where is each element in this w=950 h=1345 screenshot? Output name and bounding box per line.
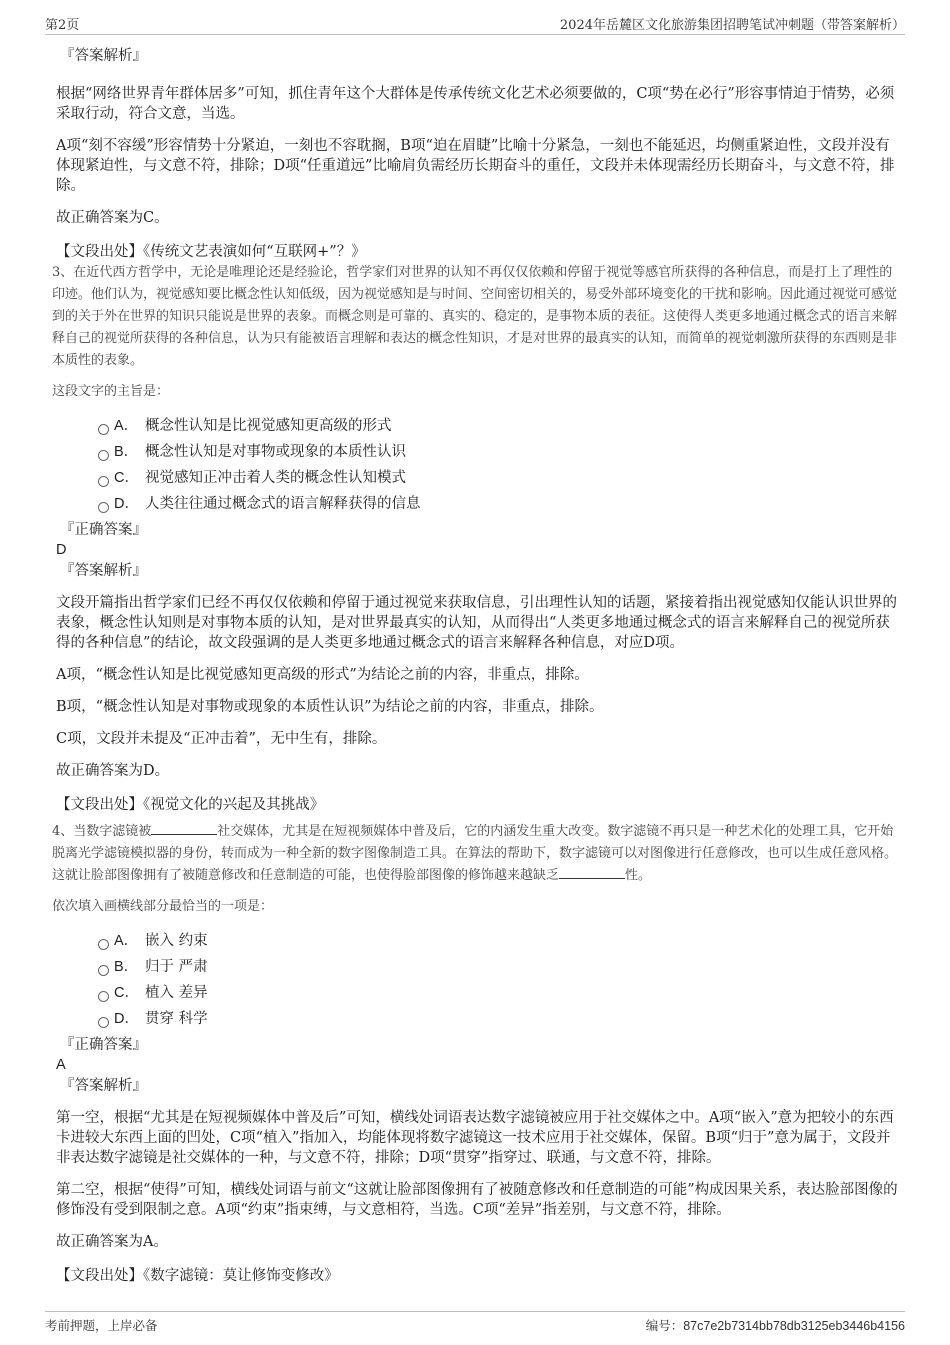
q4-option-b[interactable] xyxy=(56,957,898,983)
q4-options xyxy=(56,931,898,1035)
radio-button[interactable] xyxy=(98,450,109,461)
option-text: 概念性认知是比视觉感知更高级的形式 xyxy=(145,418,392,434)
option-letter: D． xyxy=(114,1011,139,1027)
option-letter: A． xyxy=(114,933,139,949)
document-id-label: 编号： xyxy=(645,1318,684,1333)
document-body xyxy=(52,44,898,1286)
q3-option-c[interactable] xyxy=(56,468,898,494)
q2-source: 【文段出处】《传统文艺表演如何“互联网+”？》 xyxy=(56,244,366,260)
q4-prompt: 依次填入画横线部分最恰当的一项是： xyxy=(52,899,274,914)
q3-source: 【文段出处】《视觉文化的兴起及其挑战》 xyxy=(56,797,325,813)
q3-prompt: 这段文字的主旨是： xyxy=(52,384,170,399)
option-text: 贯穿 科学 xyxy=(145,1011,208,1027)
page-footer xyxy=(45,1311,905,1338)
q3-analysis-p3: B项，“概念性认知是对事物或现象的本质性认识”为结论之前的内容，非重点，排除。 xyxy=(56,699,604,715)
q2-analysis-p1: 根据“网络世界青年群体居多”可知，抓住青年这个大群体是传承传统文化艺术必须要做的，C项“势在必行”形容事情迫于情势，必须采取行动，符合文意，当选。 xyxy=(56,86,895,122)
q4-answer: A xyxy=(56,1057,66,1073)
q4-analysis-p1: 第一空，根据“尤其是在短视频媒体中普及后”可知，横线处词语表达数字滤镜被应用于社交媒体之中。A项“嵌入”意为把较小的东西卡进较大东西上面的凹处，C项“植入”指加入，均能体现将数字滤镜这一技术应用于社交媒体，保留。B项“归于”意为属于，文段并非表达数字滤镜是社交媒体的一种，与文意不符，排除；D项“贯穿”指穿过、联通，与文意不符，排除。 xyxy=(56,1110,894,1166)
q3-answer: D xyxy=(56,542,67,558)
option-letter: C． xyxy=(114,470,139,486)
radio-button[interactable] xyxy=(98,939,109,950)
q3-option-a[interactable] xyxy=(56,416,898,442)
q4-analysis-p3: 故正确答案为A。 xyxy=(56,1234,168,1250)
q4-stem-part1: 4、当数字滤镜被 xyxy=(52,824,152,839)
option-letter: B． xyxy=(114,444,139,460)
q4-analysis-p2: 第二空，根据“使得”可知，横线处词语与前文“这就让脸部图像拥有了被随意修改和任意制造的可能”构成因果关系，表达脸部图像的修饰没有受到限制之意。A项“约束”指束缚，与文意相符，当选。C项“差异”指差别，与文意不符，排除。 xyxy=(56,1182,898,1218)
q4-answer-tag: 『正确答案』 xyxy=(60,1037,147,1053)
radio-button[interactable] xyxy=(98,424,109,435)
option-text: 植入 差异 xyxy=(145,985,208,1001)
option-text: 归于 严肃 xyxy=(145,959,208,975)
q3-analysis-p4: C项，文段并未提及“正冲击着”，无中生有，排除。 xyxy=(56,731,387,747)
option-letter: B． xyxy=(114,959,139,975)
q3-analysis-tag: 『答案解析』 xyxy=(60,563,147,579)
q2-analysis-tag: 『答案解析』 xyxy=(60,48,147,64)
q4-option-a[interactable] xyxy=(56,931,898,957)
q4-source: 【文段出处】《数字滤镜：莫让修饰变修改》 xyxy=(56,1268,339,1284)
option-text: 概念性认知是对事物或现象的本质性认识 xyxy=(145,444,406,460)
q4-stem xyxy=(52,821,898,887)
q2-analysis-p2: A项“刻不容缓”形容情势十分紧迫，一刻也不容耽搁，B项“迫在眉睫”比喻十分紧急，一刻也不能延迟，均侧重紧迫性，文段并没有体现紧迫性，与文意不符，排除；D项“任重道远”比喻肩负需经历长期奋斗的重任，文段并未体现需经历长期奋斗，与文意不符，排除。 xyxy=(56,138,895,194)
q4-option-d[interactable] xyxy=(56,1009,898,1035)
radio-button[interactable] xyxy=(98,965,109,976)
fill-blank-2 xyxy=(559,866,625,879)
page-number: 第2页 xyxy=(45,18,80,33)
radio-button[interactable] xyxy=(98,502,109,513)
footer-slogan: 考前押题，上岸必备 xyxy=(45,1318,158,1333)
q3-stem: 3、在近代西方哲学中，无论是唯理论还是经验论，哲学家们对世界的认知不再仅仅依赖和停留于视觉等感官所获得的各种信息，而是打上了理性的印迹。他们认为，视觉感知要比概念性认知低级，因为视觉感知是与时间、空间密切相关的，易受外部环境变化的干扰和影响。因此通过视觉可感觉到的关于外在世界的知识只能说是世界的表象。而概念则是可靠的、真实的、稳定的，是事物本质的表征。这使得人类更多地通过概念式的语言来解释自己的视觉所获得的各种信息，认为只有能被语言理解和表达的概念性知识，才是对世界的最真实的认知，而简单的视觉刺激所获得的东西则是非本质性的表象。 xyxy=(52,265,898,368)
q4-stem-part3: 性。 xyxy=(625,868,652,883)
document-title: 2024年岳麓区文化旅游集团招聘笔试冲刺题（带答案解析） xyxy=(559,18,905,33)
q4-stem-part2: 社交媒体，尤其是在短视频媒体中普及后，它的内涵发生重大改变。数字滤镜不再只是一种艺术化的处理工具，它开始脱离光学滤镜模拟器的身份，转而成为一种全新的数字图像制造工具。在算法的帮助下，数字滤镜可以对图像进行任意修改，也可以生成任意风格。这就让脸部图像拥有了被随意修改和任意制造的可能，也使得脸部图像的修饰越来越缺乏 xyxy=(52,824,898,883)
q3-analysis-p5: 故正确答案为D。 xyxy=(56,763,170,779)
option-text: 视觉感知正冲击着人类的概念性认知模式 xyxy=(145,470,406,486)
radio-button[interactable] xyxy=(98,1017,109,1028)
fill-blank-1 xyxy=(151,822,217,835)
q3-option-d[interactable] xyxy=(56,494,898,520)
q3-answer-tag: 『正确答案』 xyxy=(60,522,147,538)
q2-analysis-p3: 故正确答案为C。 xyxy=(56,210,169,226)
document-id xyxy=(646,1316,905,1334)
option-text: 嵌入 约束 xyxy=(145,933,208,949)
q3-analysis-p2: A项，“概念性认知是比视觉感知更高级的形式”为结论之前的内容，非重点，排除。 xyxy=(56,667,589,683)
q4-option-c[interactable] xyxy=(56,983,898,1009)
option-letter: D． xyxy=(114,496,139,512)
option-text: 人类往往通过概念式的语言解释获得的信息 xyxy=(145,496,421,512)
q4-analysis-tag: 『答案解析』 xyxy=(60,1078,147,1094)
q3-analysis-p1: 文段开篇指出哲学家们已经不再仅仅依赖和停留于通过视觉来获取信息，引出理性认知的话题，紧接着指出视觉感知仅能认识世界的表象，概念性认知则是对事物本质的认知，是对世界最真实的认知，从而得出“人类更多地通过概念式的语言来解释自己的视觉所获得的各种信息”的结论，故文段强调的是人类更多地通过概念式的语言来解释各种信息，对应D项。 xyxy=(56,595,897,651)
option-letter: C． xyxy=(114,985,139,1001)
option-letter: A． xyxy=(114,418,139,434)
radio-button[interactable] xyxy=(98,991,109,1002)
q3-options xyxy=(56,416,898,520)
document-id-value: 87c7e2b7314bb78db3125eb3446b4156 xyxy=(683,1319,905,1333)
radio-button[interactable] xyxy=(98,476,109,487)
q3-option-b[interactable] xyxy=(56,442,898,468)
page-header xyxy=(45,12,905,35)
